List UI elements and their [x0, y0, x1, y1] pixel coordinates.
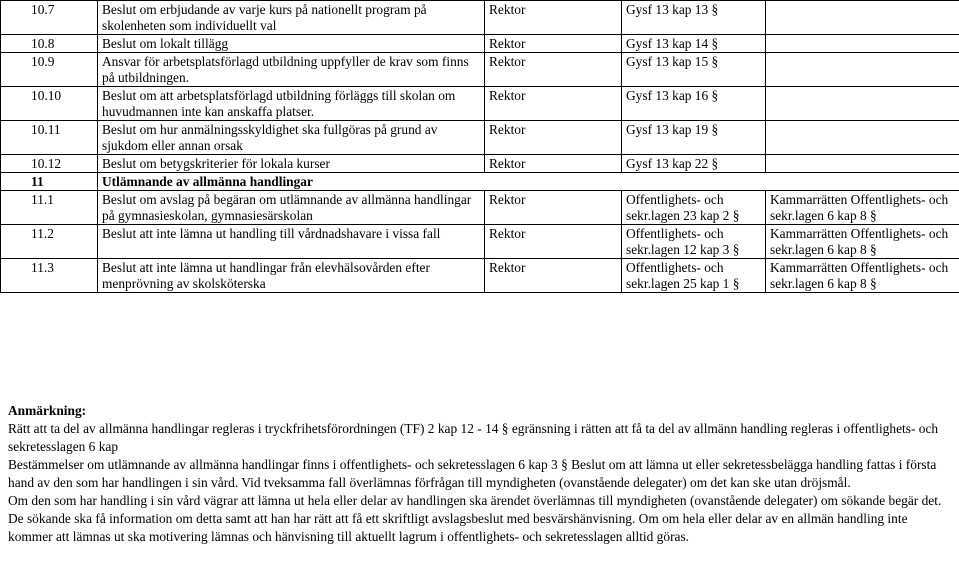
row-number: 10.9	[1, 53, 98, 87]
appeal-reference: Kammarrätten Offentlighets- och sekr.lagen 6 kap 8 §	[766, 225, 959, 259]
notes-section	[8, 402, 953, 546]
legal-reference: Gysf 13 kap 15 §	[622, 53, 766, 87]
delegate: Rektor	[485, 191, 622, 225]
notes-paragraph: Bestämmelser om utlämnande av allmänna handlingar finns i offentlighets- och sekretesslagen 6 kap 3 § Beslut om att lämna ut eller sekretessbelägga handling fattas i första hand av den som har handlingen i sin vård. Vid tveksamma fall överlämnas förfrågan till myndigheten (ovanstående delegater) om det kan ske utan dröjsmål.	[8, 457, 937, 490]
legal-reference: Offentlighets- och sekr.lagen 12 kap 3 §	[622, 225, 766, 259]
row-number: 10.8	[1, 35, 98, 53]
table-row	[1, 1, 959, 35]
appeal-reference: Kammarrätten Offentlighets- och sekr.lagen 6 kap 8 §	[766, 259, 959, 293]
notes-title: Anmärkning:	[8, 403, 87, 418]
table-row	[1, 259, 959, 293]
legal-reference: Gysf 13 kap 19 §	[622, 121, 766, 155]
delegate: Rektor	[485, 155, 622, 173]
legal-reference: Offentlighets- och sekr.lagen 25 kap 1 §	[622, 259, 766, 293]
notes-paragraph: Rätt att ta del av allmänna handlingar regleras i tryckfrihetsförordningen (TF) 2 kap 12 - 14 § egränsning i rätten att få ta del av allmänn handling regleras i offentlighets- och sekretesslagen 6 kap	[8, 421, 939, 454]
row-number: 11.2	[1, 225, 98, 259]
decision-text: Ansvar för arbetsplatsförlagd utbildning uppfyller de krav som finns på utbildningen.	[98, 53, 485, 87]
decision-text: Beslut om avslag på begäran om utlämnande av allmänna handlingar på gymnasieskolan, gymnasiesärskolan	[98, 191, 485, 225]
legal-reference: Gysf 13 kap 13 §	[622, 1, 766, 35]
table-row	[1, 225, 959, 259]
appeal-reference	[766, 121, 959, 155]
decision-text: Beslut om hur anmälningsskyldighet ska fullgöras på grund av sjukdom eller annan orsak	[98, 121, 485, 155]
row-number: 10.7	[1, 1, 98, 35]
legal-reference: Gysf 13 kap 14 §	[622, 35, 766, 53]
table-row	[1, 191, 959, 225]
delegate: Rektor	[485, 87, 622, 121]
delegate: Rektor	[485, 121, 622, 155]
decision-text: Beslut om betygskriterier för lokala kurser	[98, 155, 485, 173]
table-row	[1, 121, 959, 155]
delegate: Rektor	[485, 35, 622, 53]
decision-text: Beslut om att arbetsplatsförlagd utbildning förläggs till skolan om huvudmannen inte kan anskaffa platser.	[98, 87, 485, 121]
legal-reference: Gysf 13 kap 16 §	[622, 87, 766, 121]
table-row	[1, 155, 959, 173]
delegate: Rektor	[485, 53, 622, 87]
appeal-reference	[766, 35, 959, 53]
appeal-reference: Kammarrätten Offentlighets- och sekr.lagen 6 kap 8 §	[766, 191, 959, 225]
decision-text: Beslut att inte lämna ut handlingar från elevhälsovården efter menprövning av skolsköterska	[98, 259, 485, 293]
decision-text: Beslut om erbjudande av varje kurs på nationellt program på skolenheten som individuellt val	[98, 1, 485, 35]
delegation-table	[0, 0, 959, 293]
row-number: 11.1	[1, 191, 98, 225]
section-number: 11	[1, 173, 98, 191]
section-title: Utlämnande av allmänna handlingar	[98, 173, 959, 191]
decision-text: Beslut att inte lämna ut handling till vårdnadshavare i vissa fall	[98, 225, 485, 259]
appeal-reference	[766, 87, 959, 121]
delegate: Rektor	[485, 1, 622, 35]
notes-paragraph: Om den som har handling i sin vård vägrar att lämna ut hela eller delar av handlingen ska ärendet överlämnas till myndigheten (ovanstående delegater) om sökande begär det. De sökande ska få information om detta samt att han har rätt att få ett skriftligt avslagsbeslut med besvärshänvisning. Om om hela eller delar av en allmän handling inte kommer att lämnas ut ska motivering lämnas och hänvisning till aktuellt lagrum i offentlighets- och sekretesslagen alltid göras.	[8, 493, 942, 544]
delegate: Rektor	[485, 259, 622, 293]
table-section-row	[1, 173, 959, 191]
appeal-reference	[766, 53, 959, 87]
appeal-reference	[766, 1, 959, 35]
table-row	[1, 87, 959, 121]
table-row	[1, 35, 959, 53]
row-number: 11.3	[1, 259, 98, 293]
row-number: 10.11	[1, 121, 98, 155]
table-row	[1, 53, 959, 87]
row-number: 10.10	[1, 87, 98, 121]
delegate: Rektor	[485, 225, 622, 259]
legal-reference: Offentlighets- och sekr.lagen 23 kap 2 §	[622, 191, 766, 225]
decision-text: Beslut om lokalt tillägg	[98, 35, 485, 53]
appeal-reference	[766, 155, 959, 173]
legal-reference: Gysf 13 kap 22 §	[622, 155, 766, 173]
row-number: 10.12	[1, 155, 98, 173]
